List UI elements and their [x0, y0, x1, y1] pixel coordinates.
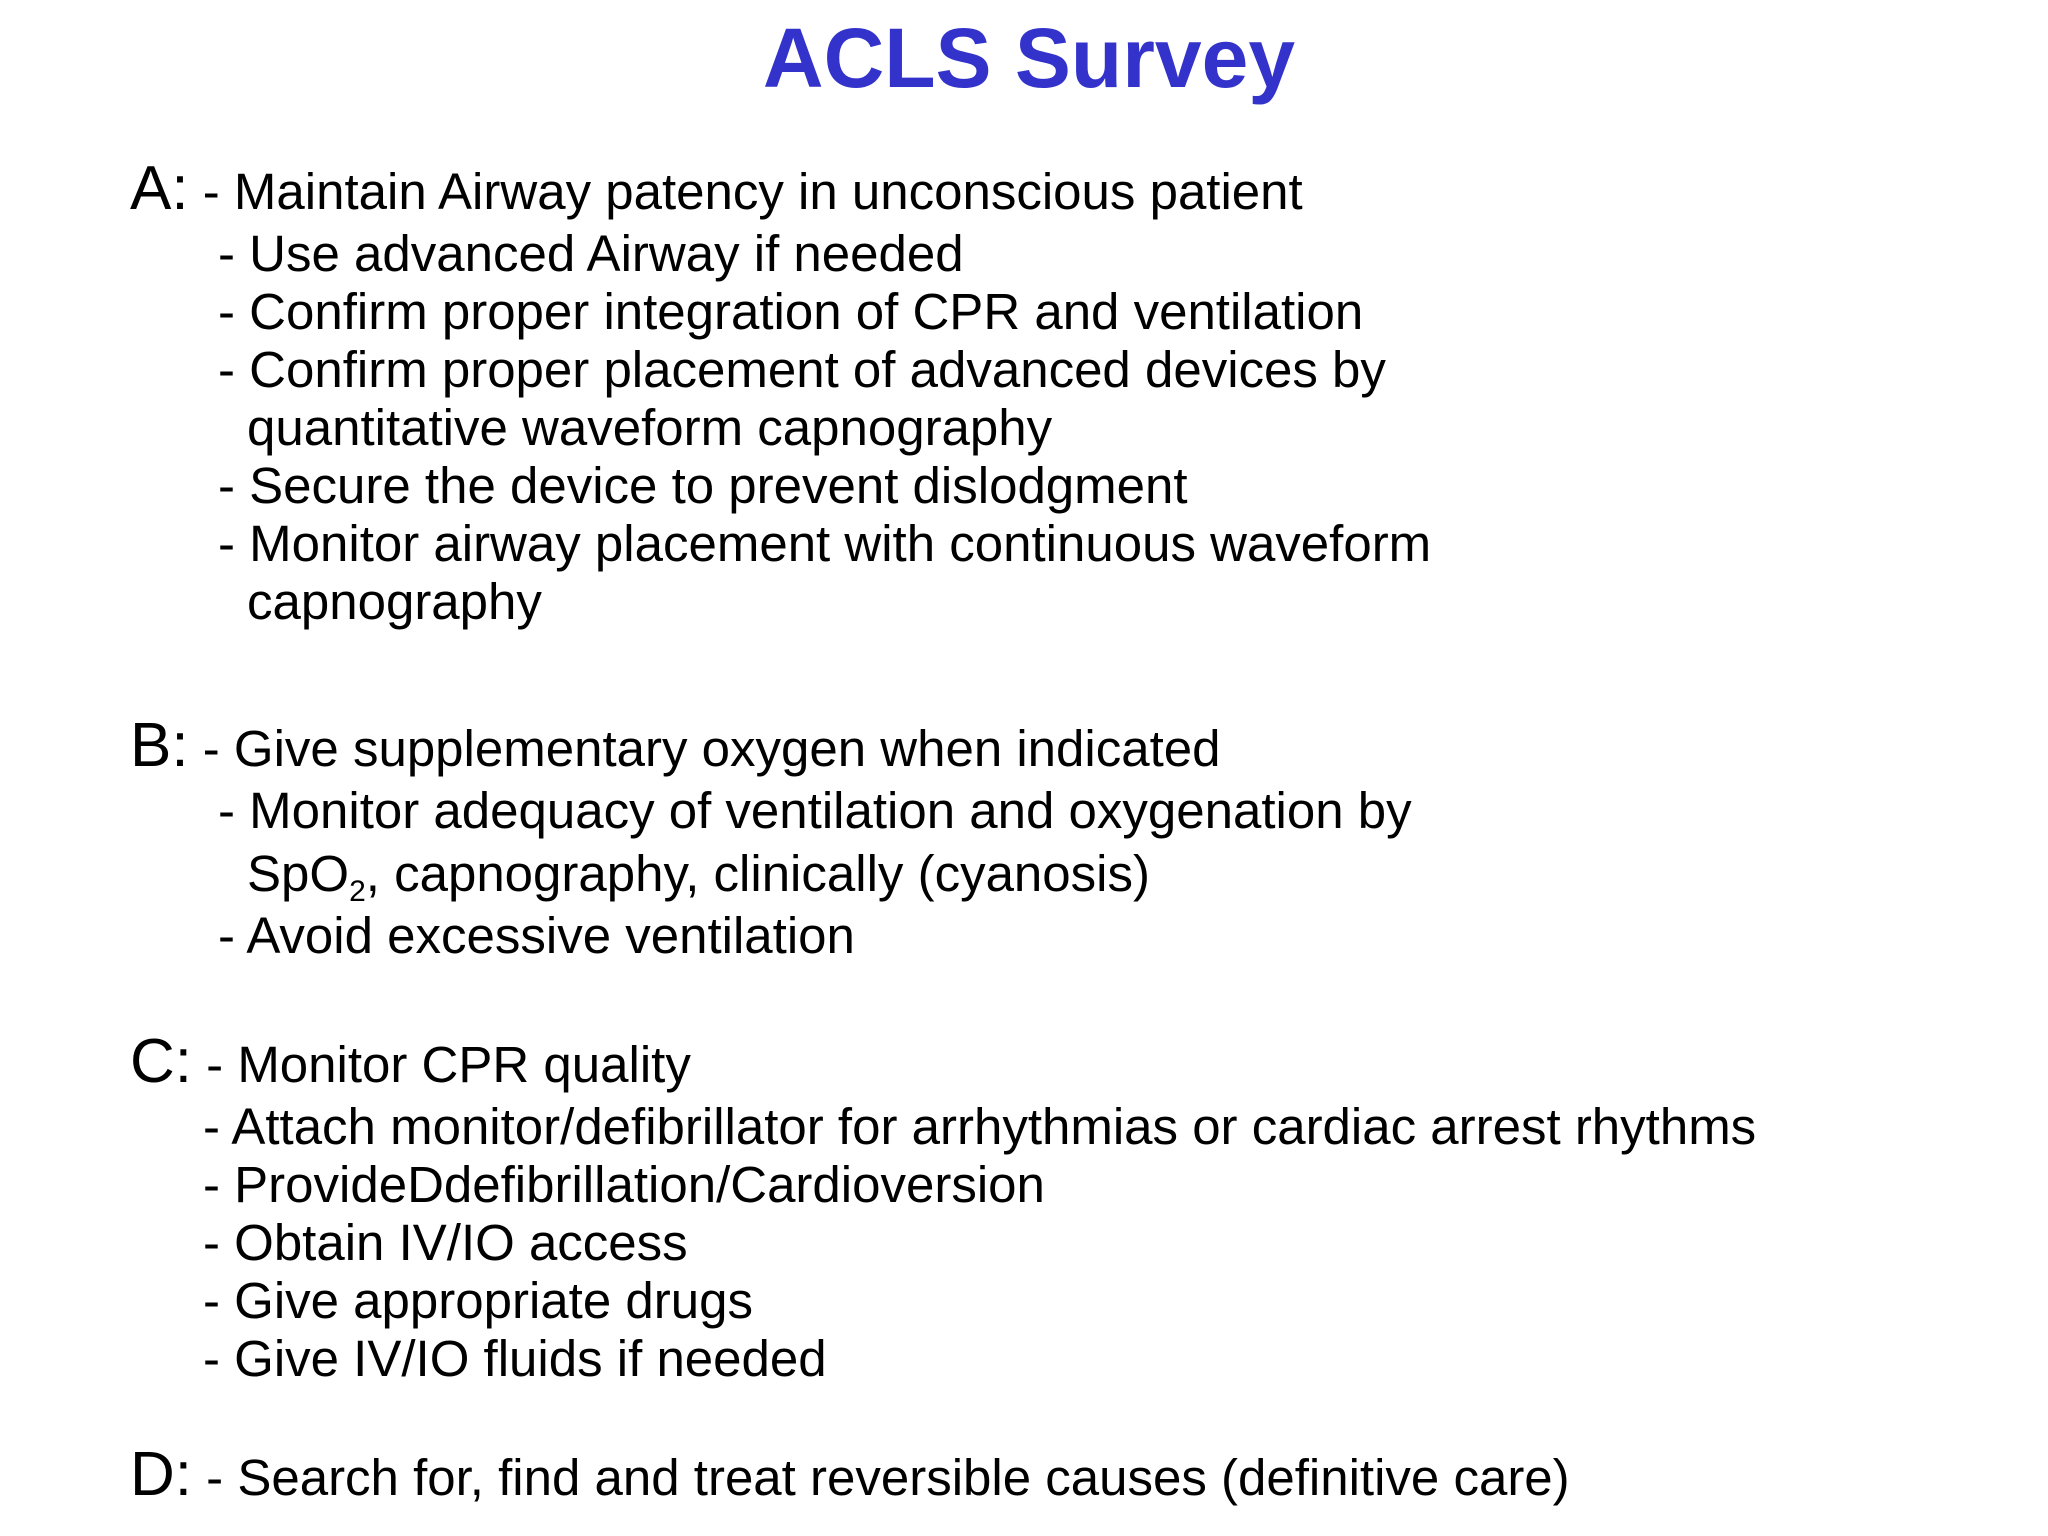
section-b-item-2: - Monitor adequacy of ventilation and oxygenation by	[218, 782, 1412, 839]
section-c-heading	[130, 1027, 691, 1096]
section-letter-c: C:	[130, 1027, 192, 1096]
section-a-item-4-cont: quantitative waveform capnography	[247, 399, 1053, 456]
section-a-item-6-cont: capnography	[247, 573, 542, 630]
section-b-heading	[130, 711, 1221, 780]
section-c-item-6: - Give IV/IO fluids if needed	[203, 1330, 827, 1387]
section-c-item-1: - Monitor CPR quality	[206, 1036, 691, 1093]
page-title: ACLS Survey	[762, 11, 1296, 105]
section-a-item-2: - Use advanced Airway if needed	[218, 225, 964, 282]
section-d-item-1: - Search for, find and treat reversible causes (definitive care)	[206, 1449, 1570, 1506]
section-a-item-4: - Confirm proper placement of advanced devices by	[218, 341, 1386, 398]
section-letter-b: B:	[130, 711, 189, 780]
section-c-item-5: - Give appropriate drugs	[203, 1272, 753, 1329]
section-d-heading	[130, 1440, 1570, 1509]
section-letter-d: D:	[130, 1440, 192, 1509]
section-a-item-1: - Maintain Airway patency in unconscious patient	[202, 163, 1303, 220]
section-b-item-1: - Give supplementary oxygen when indicated	[202, 720, 1221, 777]
section-letter-a: A:	[130, 154, 189, 223]
section-a-heading	[130, 154, 1303, 223]
section-c-item-4: - Obtain IV/IO access	[203, 1214, 688, 1271]
spo2-text: SpO	[247, 845, 350, 902]
spo2-rest: , capnography, clinically (cyanosis)	[365, 845, 1150, 902]
section-c-item-2: - Attach monitor/defibrillator for arrhythmias or cardiac arrest rhythms	[203, 1098, 1757, 1155]
section-c-item-3: - ProvideDdefibrillation/Cardioversion	[203, 1156, 1045, 1213]
spo2-subscript: 2	[349, 875, 366, 908]
section-b-item-2-cont	[247, 845, 1150, 908]
section-a-item-5: - Secure the device to prevent dislodgment	[218, 457, 1188, 514]
section-b-item-3: - Avoid excessive ventilation	[218, 907, 855, 964]
section-a-item-3: - Confirm proper integration of CPR and ventilation	[218, 283, 1364, 340]
section-a-item-6: - Monitor airway placement with continuous waveform	[218, 515, 1432, 572]
